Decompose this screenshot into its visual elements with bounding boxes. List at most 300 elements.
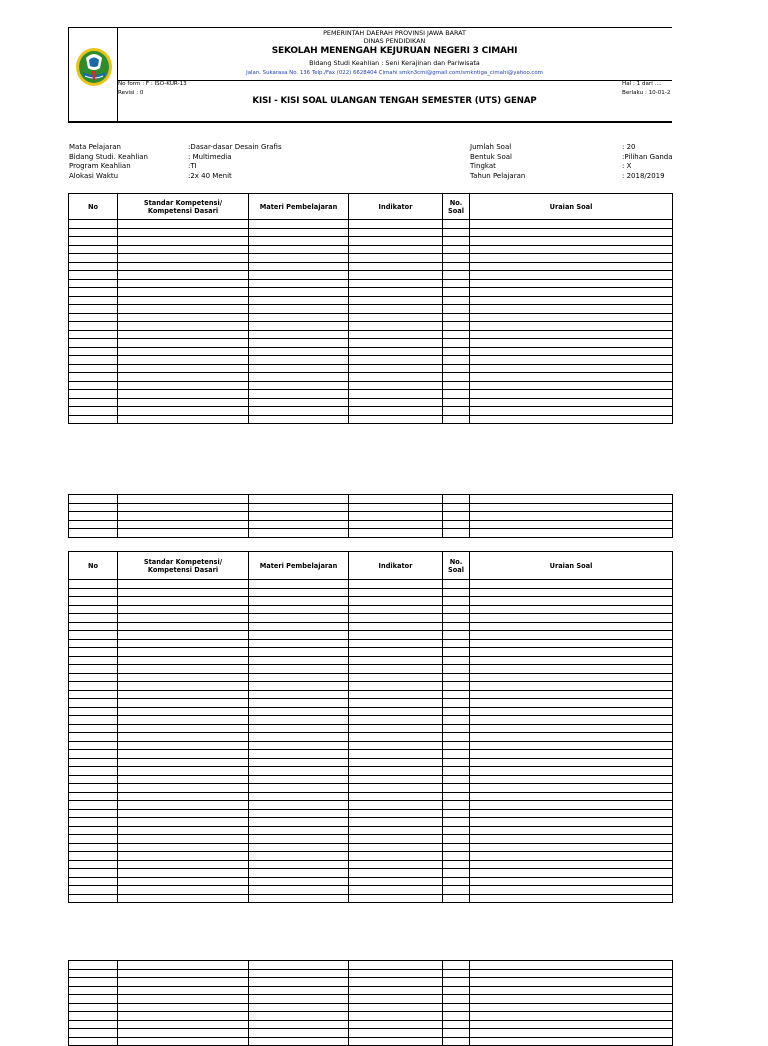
table-cell <box>118 784 249 793</box>
table-row <box>69 852 673 861</box>
table-cell <box>69 390 118 399</box>
table-cell <box>443 381 470 390</box>
table-cell <box>470 995 673 1004</box>
table-cell <box>443 656 470 665</box>
table-cell <box>470 364 673 373</box>
table-row <box>69 398 673 407</box>
table-row <box>69 750 673 759</box>
table-cell <box>349 716 443 725</box>
table-cell <box>118 986 249 995</box>
table-cell <box>118 724 249 733</box>
table-cell <box>443 665 470 674</box>
table-cell <box>249 869 349 878</box>
table-cell <box>69 398 118 407</box>
table-cell <box>118 801 249 810</box>
table-cell <box>443 529 470 538</box>
col-no-soal <box>443 194 470 220</box>
table-cell <box>349 978 443 987</box>
table-cell <box>249 741 349 750</box>
table-cell <box>470 894 673 903</box>
table-cell <box>118 1003 249 1012</box>
table-cell <box>69 690 118 699</box>
table-cell <box>69 356 118 365</box>
info-value: : X <box>622 162 632 171</box>
table-cell <box>470 801 673 810</box>
table-cell <box>349 580 443 589</box>
table-cell <box>249 877 349 886</box>
table-cell <box>118 415 249 424</box>
table-cell <box>349 961 443 970</box>
table-row <box>69 741 673 750</box>
table-cell <box>443 330 470 339</box>
table-cell <box>470 877 673 886</box>
table-row <box>69 648 673 657</box>
table-cell <box>118 347 249 356</box>
table-cell <box>349 381 443 390</box>
table-cell <box>443 673 470 682</box>
table-cell <box>443 961 470 970</box>
table-cell <box>470 330 673 339</box>
table-cell <box>249 495 349 504</box>
table-cell <box>249 656 349 665</box>
table-cell <box>249 1003 349 1012</box>
col-no-soal-line2: Soal <box>448 206 464 215</box>
table-cell <box>349 347 443 356</box>
table-cell <box>443 733 470 742</box>
table-cell <box>443 407 470 416</box>
valid-date: Berlaku : 10-01-2 <box>622 90 671 96</box>
table-cell <box>69 978 118 987</box>
table-cell <box>349 656 443 665</box>
table-cell <box>69 792 118 801</box>
table-row <box>69 254 673 263</box>
table-cell <box>69 995 118 1004</box>
col-indikator: Indikator <box>349 194 443 220</box>
table-cell <box>249 373 349 382</box>
table-cell <box>118 288 249 297</box>
table-cell <box>349 622 443 631</box>
table-cell <box>249 279 349 288</box>
table-cell <box>69 639 118 648</box>
table-cell <box>118 741 249 750</box>
table-cell <box>470 631 673 640</box>
table-cell <box>249 1020 349 1029</box>
table-cell <box>118 512 249 521</box>
table-cell <box>249 750 349 759</box>
table-cell <box>443 741 470 750</box>
table-cell <box>249 512 349 521</box>
table-cell <box>249 390 349 399</box>
table-cell <box>349 869 443 878</box>
table-cell <box>443 322 470 331</box>
table-cell <box>349 648 443 657</box>
info-label: Bidang Studi. Keahlian <box>69 152 148 161</box>
table-cell <box>349 254 443 263</box>
table-row <box>69 707 673 716</box>
table-cell <box>443 639 470 648</box>
table-cell <box>69 503 118 512</box>
table-row <box>69 407 673 416</box>
table-cell <box>118 313 249 322</box>
table-row <box>69 347 673 356</box>
table-cell <box>349 605 443 614</box>
table-cell <box>249 699 349 708</box>
table-cell <box>470 886 673 895</box>
header-line <box>117 80 672 81</box>
table-cell <box>69 682 118 691</box>
info-label: Mata Pelajaran <box>69 143 121 151</box>
table-cell <box>118 809 249 818</box>
table-row <box>69 512 673 521</box>
info-label: Program Keahlian <box>69 162 131 171</box>
document-title: KISI - KISI SOAL ULANGAN TENGAH SEMESTER (UTS) GENAP <box>252 96 537 106</box>
table-cell <box>349 631 443 640</box>
table-cell <box>118 648 249 657</box>
info-value: : Multimedia <box>188 152 232 161</box>
table-row <box>69 339 673 348</box>
table-cell <box>69 605 118 614</box>
table-cell <box>443 894 470 903</box>
table-cell <box>349 1037 443 1046</box>
table-cell <box>118 279 249 288</box>
table-cell <box>470 245 673 254</box>
table-cell <box>118 220 249 229</box>
table-cell <box>249 843 349 852</box>
table-cell <box>470 835 673 844</box>
table-cell <box>470 605 673 614</box>
table-cell <box>349 296 443 305</box>
table-cell <box>349 1003 443 1012</box>
header-field: Bidang Studi Keahlian : Seni Kerajinan dan Pariwisata <box>309 59 480 67</box>
table-cell <box>249 228 349 237</box>
col-no: No <box>69 552 118 580</box>
table-cell <box>470 699 673 708</box>
table-cell <box>118 707 249 716</box>
kisi-table-2 <box>68 494 673 538</box>
table-cell <box>118 1029 249 1038</box>
table-cell <box>249 1029 349 1038</box>
table-cell <box>118 614 249 623</box>
table-cell <box>249 707 349 716</box>
table-cell <box>349 818 443 827</box>
table-row <box>69 869 673 878</box>
table-cell <box>69 843 118 852</box>
table-row <box>69 503 673 512</box>
table-cell <box>349 741 443 750</box>
table-cell <box>118 673 249 682</box>
table-cell <box>349 784 443 793</box>
table-cell <box>249 826 349 835</box>
table-cell <box>249 986 349 995</box>
col-no-soal-line1: No. <box>449 198 463 207</box>
table-cell <box>443 622 470 631</box>
table-cell <box>69 826 118 835</box>
table-cell <box>118 262 249 271</box>
table-cell <box>443 356 470 365</box>
table-cell <box>349 673 443 682</box>
table-cell <box>349 877 443 886</box>
table-cell <box>69 809 118 818</box>
table-cell <box>69 758 118 767</box>
table-cell <box>470 520 673 529</box>
table-cell <box>249 347 349 356</box>
table-cell <box>470 622 673 631</box>
table-row <box>69 639 673 648</box>
table-cell <box>349 322 443 331</box>
table-cell <box>69 699 118 708</box>
table-cell <box>118 398 249 407</box>
table-cell <box>349 588 443 597</box>
table-cell <box>470 1020 673 1029</box>
table-cell <box>69 512 118 521</box>
table-cell <box>69 724 118 733</box>
col-no: No <box>69 194 118 220</box>
table-row <box>69 818 673 827</box>
table-cell <box>470 869 673 878</box>
info-left-labels <box>69 143 148 182</box>
table-cell <box>69 373 118 382</box>
table-cell <box>349 826 443 835</box>
table-cell <box>118 407 249 416</box>
table-cell <box>443 860 470 869</box>
table-cell <box>69 622 118 631</box>
table-cell <box>69 750 118 759</box>
table-cell <box>470 339 673 348</box>
table-cell <box>470 580 673 589</box>
table-cell <box>443 614 470 623</box>
table-cell <box>249 673 349 682</box>
table-row <box>69 356 673 365</box>
table-cell <box>349 390 443 399</box>
table-cell <box>118 886 249 895</box>
form-number: No form : F : ISO-KUR-13 <box>118 81 187 87</box>
table-cell <box>443 750 470 759</box>
table-cell <box>443 631 470 640</box>
table-cell <box>443 237 470 246</box>
table-cell <box>443 801 470 810</box>
table-cell <box>118 597 249 606</box>
table-cell <box>349 356 443 365</box>
table-cell <box>69 588 118 597</box>
col-sk-kd <box>118 552 249 580</box>
table-cell <box>470 313 673 322</box>
table-cell <box>118 682 249 691</box>
info-value: :TI <box>188 162 197 171</box>
table-cell <box>470 237 673 246</box>
table-row <box>69 588 673 597</box>
table-cell <box>69 245 118 254</box>
table-cell <box>470 1037 673 1046</box>
table-cell <box>69 407 118 416</box>
table-cell <box>69 648 118 657</box>
table-cell <box>249 767 349 776</box>
table-cell <box>118 639 249 648</box>
table-cell <box>470 724 673 733</box>
table-cell <box>118 339 249 348</box>
table-cell <box>118 588 249 597</box>
table-row <box>69 305 673 314</box>
table-cell <box>470 588 673 597</box>
table-cell <box>249 254 349 263</box>
table-cell <box>118 860 249 869</box>
table-cell <box>443 512 470 521</box>
table-cell <box>118 495 249 504</box>
table-cell <box>443 495 470 504</box>
table-cell <box>470 1029 673 1038</box>
table-cell <box>443 390 470 399</box>
info-right-labels <box>470 143 525 182</box>
table-cell <box>470 398 673 407</box>
table-cell <box>470 767 673 776</box>
table-cell <box>470 860 673 869</box>
table-cell <box>69 801 118 810</box>
table-row <box>69 245 673 254</box>
table-cell <box>443 288 470 297</box>
table-cell <box>349 886 443 895</box>
kisi-table-3 <box>68 551 673 903</box>
table-cell <box>349 758 443 767</box>
table-cell <box>118 254 249 263</box>
col-materi: Materi Pembelajaran <box>249 552 349 580</box>
table-cell <box>249 597 349 606</box>
table-cell <box>470 969 673 978</box>
table-cell <box>349 512 443 521</box>
table-cell <box>69 495 118 504</box>
table-cell <box>443 775 470 784</box>
table-cell <box>349 699 443 708</box>
col-uraian: Uraian Soal <box>470 552 673 580</box>
table-cell <box>349 682 443 691</box>
table-cell <box>118 969 249 978</box>
table-row <box>69 271 673 280</box>
info-label: Tingkat <box>470 162 496 171</box>
table-cell <box>470 784 673 793</box>
table-cell <box>249 775 349 784</box>
table-cell <box>249 733 349 742</box>
table-cell <box>443 699 470 708</box>
table-cell <box>470 407 673 416</box>
table-cell <box>349 305 443 314</box>
table-cell <box>69 313 118 322</box>
table-cell <box>470 682 673 691</box>
table-cell <box>470 1012 673 1021</box>
table-row <box>69 835 673 844</box>
table-cell <box>118 305 249 314</box>
table-cell <box>249 322 349 331</box>
table-cell <box>349 750 443 759</box>
table-cell <box>349 665 443 674</box>
table-row <box>69 809 673 818</box>
table-cell <box>443 818 470 827</box>
table-cell <box>470 741 673 750</box>
table-cell <box>118 228 249 237</box>
table-cell <box>470 262 673 271</box>
table-row <box>69 733 673 742</box>
table-cell <box>249 969 349 978</box>
header-address: Jalan. Sukarasa No. 136 Telp./Fax (022) 6628404 Cimahi smkn3cmi@gmail.com/smkntiga_cimahi@yahoo.com <box>246 70 543 76</box>
table-row <box>69 699 673 708</box>
table-cell <box>443 835 470 844</box>
table-cell <box>443 254 470 263</box>
table-cell <box>249 835 349 844</box>
table-cell <box>118 792 249 801</box>
table-row <box>69 724 673 733</box>
table-row <box>69 580 673 589</box>
table-cell <box>349 724 443 733</box>
table-cell <box>118 852 249 861</box>
table-cell <box>349 503 443 512</box>
table-cell <box>349 529 443 538</box>
table-cell <box>69 237 118 246</box>
table-cell <box>118 1012 249 1021</box>
table-cell <box>249 961 349 970</box>
table-cell <box>470 254 673 263</box>
table-cell <box>249 237 349 246</box>
header-bottom-line <box>68 121 672 123</box>
table-cell <box>470 826 673 835</box>
table-cell <box>470 305 673 314</box>
table-cell <box>249 682 349 691</box>
table-cell <box>443 520 470 529</box>
info-value: :2x 40 Menit <box>188 172 232 181</box>
table-cell <box>249 220 349 229</box>
table-cell <box>349 245 443 254</box>
table-cell <box>249 724 349 733</box>
table-cell <box>443 279 470 288</box>
table-cell <box>69 656 118 665</box>
table-cell <box>69 339 118 348</box>
col-no-soal-line2: Soal <box>448 565 464 574</box>
table-cell <box>349 271 443 280</box>
table-row <box>69 597 673 606</box>
table-cell <box>118 296 249 305</box>
table-cell <box>69 961 118 970</box>
table-cell <box>349 852 443 861</box>
table-cell <box>249 614 349 623</box>
table-cell <box>443 707 470 716</box>
table-cell <box>69 529 118 538</box>
table-cell <box>443 296 470 305</box>
table-cell <box>470 639 673 648</box>
col-indikator: Indikator <box>349 552 443 580</box>
table-cell <box>443 1037 470 1046</box>
table-cell <box>69 220 118 229</box>
table-cell <box>249 1012 349 1021</box>
table-cell <box>249 339 349 348</box>
table-cell <box>118 381 249 390</box>
table-cell <box>118 894 249 903</box>
table-cell <box>118 961 249 970</box>
table-row <box>69 631 673 640</box>
table-cell <box>118 690 249 699</box>
table-cell <box>470 503 673 512</box>
col-sk-kd-line2: Kompetensi Dasari <box>147 565 219 574</box>
table-cell <box>249 398 349 407</box>
table-cell <box>118 237 249 246</box>
table-cell <box>349 690 443 699</box>
info-left-values <box>188 143 282 182</box>
table-cell <box>349 279 443 288</box>
table-cell <box>470 843 673 852</box>
table-cell <box>470 852 673 861</box>
table-cell <box>249 313 349 322</box>
kisi-table-4 <box>68 960 673 1046</box>
table-cell <box>118 665 249 674</box>
table-cell <box>470 415 673 424</box>
table-cell <box>470 279 673 288</box>
table-cell <box>470 597 673 606</box>
table-cell <box>249 415 349 424</box>
